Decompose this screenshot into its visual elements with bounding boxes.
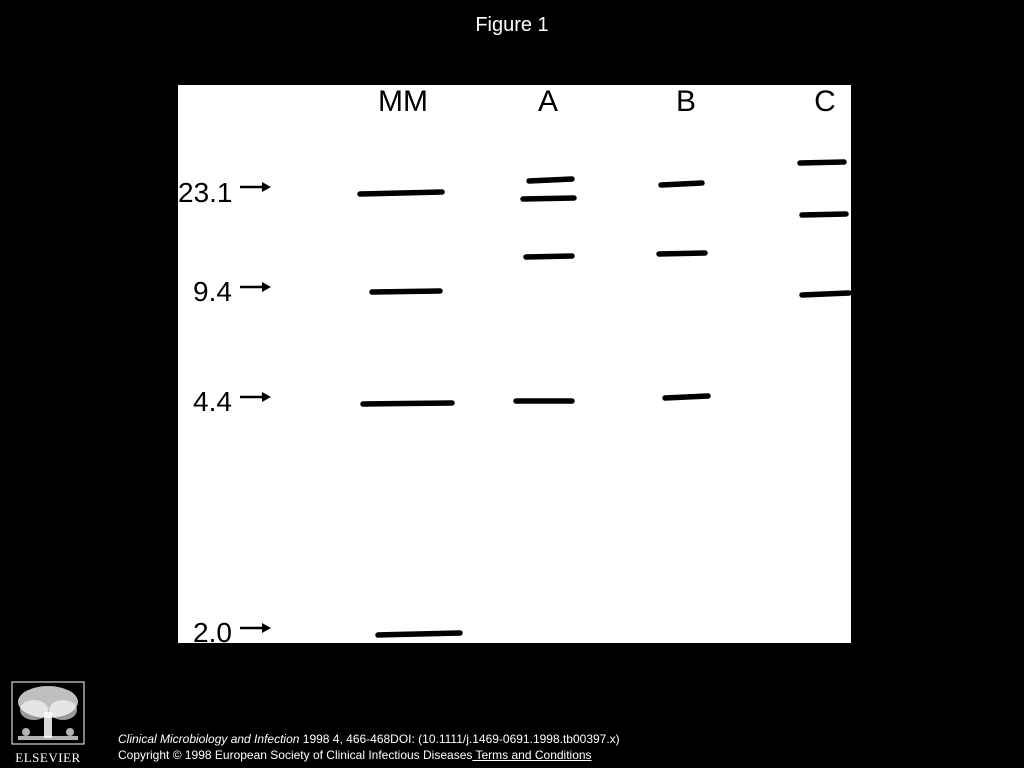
marker-label-23-1: 23.1	[178, 177, 233, 208]
journal-name: Clinical Microbiology and Infection	[118, 732, 300, 746]
band-c-3	[802, 293, 849, 295]
band-c-1	[800, 162, 844, 163]
band-b-2	[659, 253, 705, 254]
band-a-3	[526, 256, 572, 257]
slide-title: Figure 1	[475, 14, 549, 36]
band-mm-2	[372, 291, 440, 292]
marker-label-9-4: 9.4	[193, 276, 232, 307]
citation-line	[118, 731, 620, 747]
band-b-1	[661, 183, 702, 185]
elsevier-tree-icon	[8, 680, 88, 746]
citation-block	[118, 731, 620, 763]
band-mm-3	[363, 403, 452, 404]
marker-arrow-9-4	[240, 282, 271, 292]
marker-label-4-4: 4.4	[193, 386, 232, 417]
band-a-2	[523, 198, 574, 199]
band-c-2	[802, 214, 846, 215]
lane-label-a: A	[537, 85, 559, 118]
elsevier-logo	[8, 680, 88, 768]
lane-label-b: B	[675, 85, 697, 118]
terms-link[interactable]: Terms and Conditions	[472, 748, 592, 762]
marker-arrow-4-4	[240, 392, 271, 402]
lane-label-c: C	[814, 85, 836, 118]
elsevier-wordmark: ELSEVIER	[15, 750, 81, 765]
band-b-3	[665, 396, 708, 398]
marker-arrow-23-1	[240, 182, 271, 192]
gel-figure	[178, 85, 851, 643]
marker-arrow-2-0	[240, 623, 271, 633]
lane-label-mm: MM	[378, 85, 428, 118]
copyright-text: Copyright © 1998 European Society of Clinical Infectious Diseases	[118, 748, 473, 762]
marker-label-2-0: 2.0	[193, 617, 232, 643]
copyright-line	[118, 747, 620, 763]
gel-image	[178, 85, 851, 643]
band-a-1	[529, 179, 572, 181]
band-mm-4	[378, 633, 460, 635]
citation-details: 1998 4, 466-468DOI: (10.1111/j.1469-0691.1998.tb00397.x)	[299, 732, 620, 746]
band-mm-1	[360, 192, 442, 194]
